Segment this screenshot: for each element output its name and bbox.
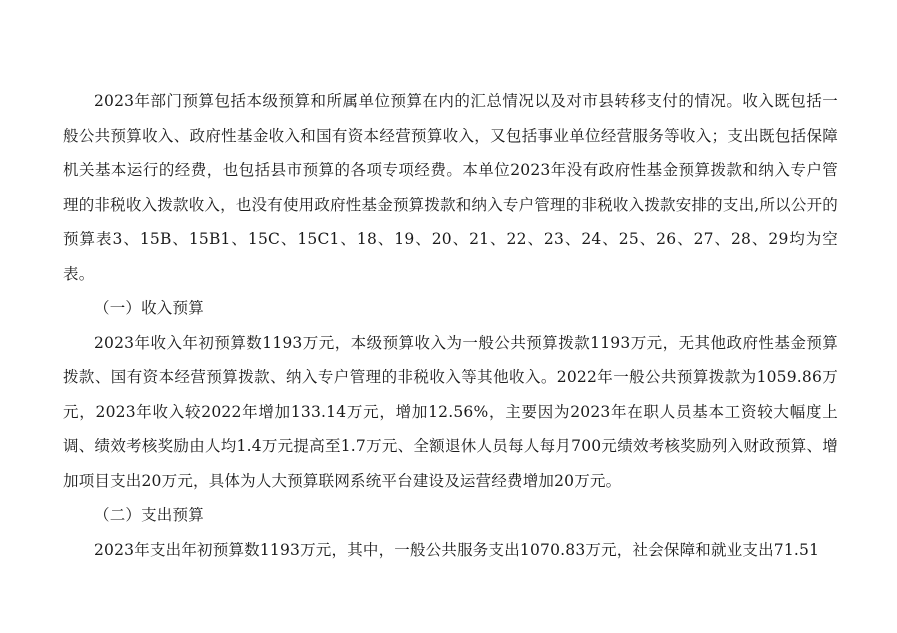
paragraph-income: 2023年收入年初预算数1193万元，本级预算收入为一般公共预算拨款1193万元，无其他政府性基金预算拨款、国有资本经营预算拨款、纳入专户管理的非税收入等其他收入。2022年一般公共预算拨款为1059.86万元，2023年收入较2022年增加133.14万元，增加12.56%，主要因为2023年在职人员基本工资较大幅度上调、绩效考核奖励由人均1.4万元提高至1.7万元、全额退休人员每人每月700元绩效考核奖励列入财政预算、增加项目支出20万元，具体为人大预算联网系统平台建设及运营经费增加20万元。: [63, 333, 838, 490]
section-heading-expenditure: （二）支出预算: [94, 506, 204, 524]
paragraph-expenditure: 2023年支出年初预算数1193万元，其中，一般公共服务支出1070.83万元，社会保障和就业支出71.51: [94, 540, 820, 559]
section-heading-income: （一）收入预算: [94, 299, 204, 317]
document-body: [63, 84, 838, 567]
paragraph-overview: 2023年部门预算包括本级预算和所属单位预算在内的汇总情况以及对市县转移支付的情况。收入既包括一般公共预算收入、政府性基金收入和国有资本经营预算收入，又包括事业单位经营服务等收入；支出既包括保障机关基本运行的经费，也包括县市预算的各项专项经费。本单位2023年没有政府性基金预算拨款和纳入专户管理的非税收入拨款收入，也没有使用政府性基金预算拨款和纳入专户管理的非税收入拨款安排的支出,所以公开的预算表3、15B、15B1、15C、15C1、18、19、20、21、22、23、24、25、26、27、28、29均为空表。: [63, 92, 838, 283]
